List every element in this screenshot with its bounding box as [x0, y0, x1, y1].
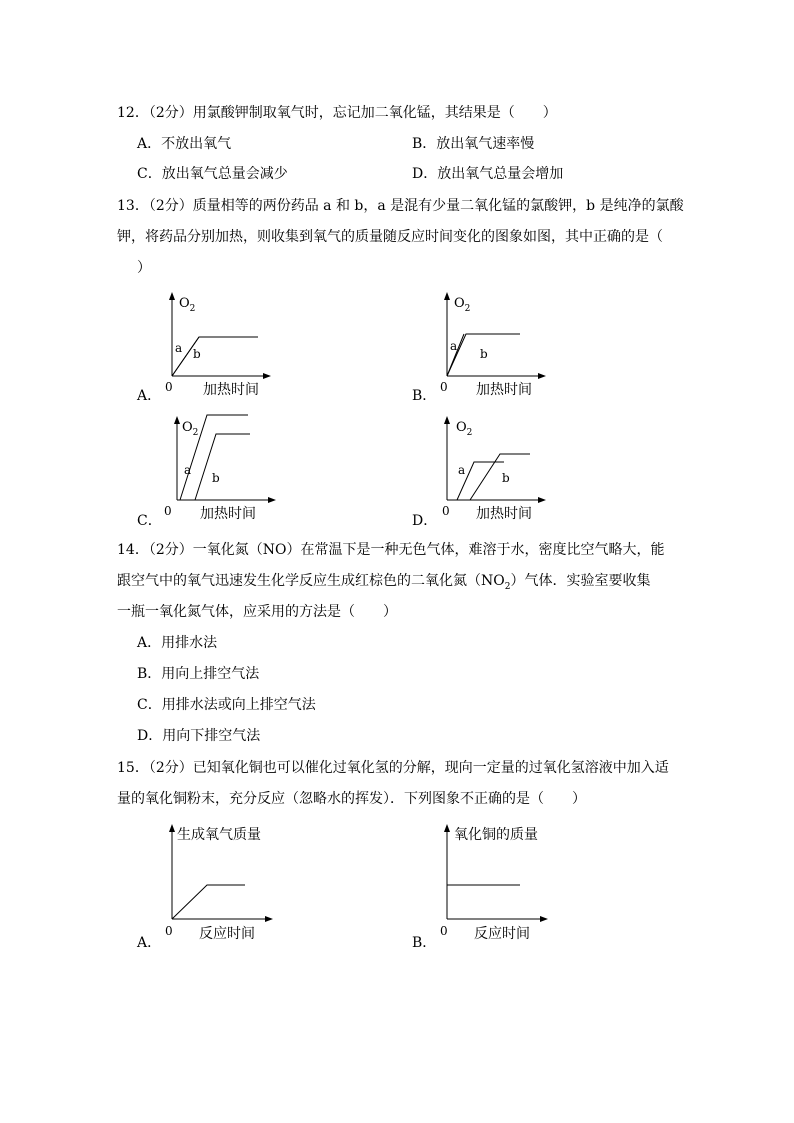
q15-option-a-label: A． [137, 935, 162, 951]
q13-option-a-label: A． [137, 388, 162, 404]
q15-graph-b [430, 822, 570, 947]
y-axis-arrow [174, 416, 180, 424]
q15-graph-a [155, 822, 295, 947]
q13-graph-d [430, 414, 560, 524]
q12-option-a: A．不放出氧气 [137, 136, 232, 152]
q14-subscript: 2 [504, 582, 511, 592]
y-label: 生成氧气质量 [177, 827, 261, 843]
y-label: $O_2$ [456, 420, 473, 438]
y-axis-arrow [444, 824, 450, 832]
label-b: b [502, 471, 510, 485]
x-label: 加热时间 [200, 506, 256, 522]
origin: 0 [440, 380, 448, 394]
x-label: 反应时间 [474, 926, 530, 942]
y-label: $O_2$ [182, 420, 199, 438]
label-b: b [193, 347, 201, 361]
q14-option-b: B．用向上排空气法 [137, 666, 260, 682]
y-label: $O_2$ [179, 296, 196, 314]
q12-option-d: D．放出氧气总量会增加 [412, 166, 564, 182]
curve-b [470, 454, 530, 500]
q13-stem-line3: ） [137, 260, 151, 276]
q13-stem-line2: 钾，将药品分别加热，则收集到氧气的质量随反应时间变化的图象如图，其中正确的是（ [117, 229, 663, 245]
q14-stem-line1: 14．（2分）一氧化氮（NO）在常温下是一种无色气体，难溶于水，密度比空气略大，能 [117, 542, 665, 558]
y-label: $O_2$ [454, 296, 471, 314]
q13-graph-b [430, 290, 560, 400]
oxygen-curve [172, 885, 245, 919]
x-axis-arrow [540, 916, 548, 922]
q14-option-c: C．用排水法或向上排空气法 [137, 697, 316, 713]
x-label: 加热时间 [203, 382, 259, 398]
q13-stem-line1: 13．（2分）质量相等的两份药品 a 和 b，a 是混有少量二氧化锰的氯酸钾，b 是纯净的氯酸 [117, 198, 684, 214]
x-axis-arrow [538, 373, 546, 379]
curve-b [195, 434, 250, 500]
q15-stem-line2: 量的氧化铜粉末，充分反应（忽略水的挥发）．下列图象不正确的是（ ） [117, 791, 586, 807]
origin: 0 [440, 924, 448, 938]
label-b: b [480, 347, 488, 361]
q13-graph-c [160, 414, 290, 524]
label-a: a [175, 341, 183, 355]
q12-stem: 12．（2分）用氯酸钾制取氧气时，忘记加二氧化锰，其结果是（ ） [117, 105, 557, 121]
x-axis-arrow [263, 373, 271, 379]
y-axis-arrow [169, 292, 175, 300]
x-axis-arrow [265, 916, 273, 922]
y-axis-arrow [169, 824, 175, 832]
q14-stem-line2-pre: 跟空气中的氧气迅速发生化学反应生成红棕色的二氧化氮（NO [117, 573, 505, 589]
q14-option-a: A．用排水法 [137, 635, 218, 651]
q13-graph-a [155, 290, 285, 400]
x-label: 加热时间 [476, 506, 532, 522]
origin: 0 [164, 504, 172, 518]
origin: 0 [442, 504, 450, 518]
q12-option-c: C．放出氧气总量会减少 [137, 166, 288, 182]
y-axis-arrow [444, 292, 450, 300]
q14-stem-line2-post: ）气体．实验室要收集 [510, 573, 651, 589]
x-label: 加热时间 [476, 382, 532, 398]
origin: 0 [165, 380, 173, 394]
y-label: 氧化铜的质量 [454, 827, 538, 843]
q14-stem-line2 [117, 571, 650, 593]
q13-option-c-label: C． [137, 513, 162, 529]
x-axis-arrow [268, 497, 276, 503]
y-axis-arrow [444, 416, 450, 424]
q15-option-b-label: B． [412, 935, 437, 951]
q14-stem-line3: 一瓶一氧化氮气体，应采用的方法是（ ） [117, 604, 397, 620]
q12-option-b: B．放出氧气速率慢 [412, 136, 535, 152]
x-axis-arrow [538, 497, 546, 503]
q13-option-d-label: D． [412, 513, 438, 529]
q14-option-d: D．用向下排空气法 [137, 728, 261, 744]
label-a: a [184, 463, 192, 477]
x-label: 反应时间 [199, 926, 255, 942]
label-a: a [458, 463, 466, 477]
q13-option-b-label: B． [412, 388, 437, 404]
label-a: a [450, 339, 458, 353]
origin: 0 [165, 924, 173, 938]
q15-stem-line1: 15．（2分）已知氧化铜也可以催化过氧化氢的分解，现向一定量的过氧化氢溶液中加入适 [117, 760, 669, 776]
label-b: b [212, 471, 220, 485]
